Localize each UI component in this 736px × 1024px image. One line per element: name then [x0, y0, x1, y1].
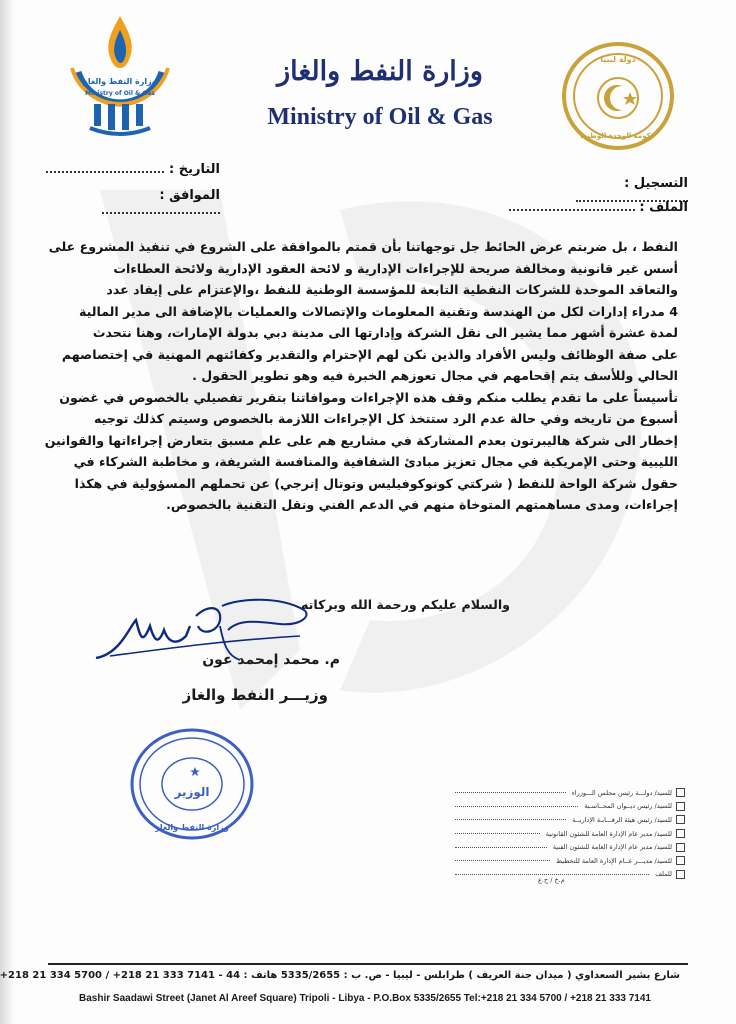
- libya-state-seal: [560, 40, 676, 152]
- dotted-line: [455, 819, 566, 820]
- distribution-label: للسيد/ مدير عام الإدارة العامة للشئون الفنية: [552, 843, 672, 852]
- dotted-line: [455, 860, 550, 861]
- checkbox-icon: [676, 829, 685, 838]
- file-label: الملف :: [639, 200, 688, 215]
- footer-address-ar: شارع بشير السعداوي ( ميدان جنة العريف ) طرابلس - ليبيا - ص. ب : 5335/2655 هاتف : 44 - 7141 333 21 218+ / 5700 334 21 218+: [0, 970, 680, 981]
- stamp-ring-text: وزارة النفط والغاز: [155, 823, 229, 832]
- scan-edge-shadow: [0, 0, 14, 1024]
- letter-body: [44, 236, 678, 516]
- body-line: حقول شركة الواحة للنفط ( شركتي كونوكوفيليس وتوتال إنرجي) عن تحملهم المسؤولية في هكذا: [74, 475, 678, 491]
- registration-label: التسجيل :: [624, 176, 688, 191]
- dotted-line: [455, 833, 540, 834]
- dotted-line: [455, 806, 578, 807]
- dotted-line: [455, 847, 547, 848]
- ministry-logo: [64, 12, 176, 142]
- date-dotted-line: [46, 167, 164, 173]
- logo-text-en: Ministry of Oil & Gas: [85, 90, 155, 97]
- distribution-item: [455, 868, 685, 882]
- distribution-item: [455, 854, 685, 868]
- official-stamp: [128, 726, 256, 842]
- logo-text-ar: وزارة النفط والغاز: [83, 77, 157, 86]
- distribution-item: [455, 827, 685, 841]
- distribution-label: للسيد/ دولـــة رئيس مجلس الـــوزراء: [571, 788, 672, 797]
- body-line: إخطار الى شركة هاليبرتون بعدم المشاركة في مشاريع هم على علم مسبق بتعارض إجراءاتها والقوانين: [44, 432, 678, 448]
- distribution-label: للسيد/ مديـــر عــام الإدارة العامة للتخطيط: [556, 856, 672, 865]
- ministry-title-ar: وزارة النفط والغاز: [277, 56, 483, 87]
- body-line: تأسيساً على ما تقدم يطلب منكم وقف هذه الإجراءات وموافاتنا بتقرير تفصيلي بالخصوص في غضون: [59, 389, 678, 405]
- distribution-list: [455, 786, 685, 881]
- body-line: الليبية وحتى الإمريكية في مجال تعزيز مبادئ الشفافية والمنافسة الشريفة، و مخاطبة الشركاء في: [73, 454, 678, 469]
- file-dotted-line: [509, 205, 635, 211]
- body-line: أسبوع من تاريخه وفي حالة عدم الرد ستتخذ كل الإجراءات اللازمة بالخصوص وسيتم كذلك توجيه: [93, 411, 678, 426]
- checkbox-icon: [676, 870, 685, 879]
- seal-text-top: دولة ليبيا: [600, 55, 636, 64]
- distribution-footnote: م.خ / ح.ع: [538, 876, 565, 884]
- dotted-line: [455, 792, 566, 793]
- checkbox-icon: [676, 843, 685, 852]
- body-line: والتعاقد الموحدة للشركات النفطية التابعة للمؤسسة الوطنية للنفط ،والإعتزام على إيفاد عدد: [106, 282, 678, 297]
- distribution-item: [455, 786, 685, 800]
- distribution-label: للملف: [655, 870, 672, 879]
- stamp-center-text: الوزير: [174, 785, 210, 799]
- distribution-item: [455, 800, 685, 814]
- checkbox-icon: [676, 788, 685, 797]
- signatory-name: م. محمد إمحمد عون: [202, 652, 340, 668]
- body-line: إجراءات، ومدى مساهمتهم المتوخاة منهم في الدعم الفني ونقل التقنية بالخصوص.: [166, 497, 678, 512]
- dotted-line: [455, 874, 649, 875]
- checkbox-icon: [676, 802, 685, 811]
- body-line: لمدة عشرة أشهر مما يشير الى نقل الشركة وإدارتها الى مدينة دبي بدولة الإمارات، وهنا نتحدث: [92, 325, 678, 340]
- corresponding-dotted-line: [102, 208, 220, 214]
- footer-address-en: Bashir Saadawi Street (Janet Al Areef Square) Tripoli - Libya - P.O.Box 5335/2655 Tel:+218 21 334 5700 / +218 21 333 7141: [79, 993, 651, 1004]
- file-field: [508, 200, 688, 215]
- date-field: [40, 162, 220, 177]
- checkbox-icon: [676, 856, 685, 865]
- body-line: 4 مدراء إدارات لكل من الهندسة وتقنية المعلومات والإتصالات والعمليات بالإضافة الى مدير المالية: [78, 303, 678, 319]
- closing-greeting: والسلام عليكم ورحمة الله وبركاته: [301, 597, 510, 612]
- checkbox-icon: [676, 815, 685, 824]
- corresponding-label: الموافق :: [159, 188, 220, 203]
- body-line: أسس غير قانونية ومخالفة صريحة للإجراءات الإدارية و لائحة العقود الإدارية ولائحة العطاءات: [113, 260, 678, 276]
- ministry-title-en: Ministry of Oil & Gas: [267, 104, 493, 130]
- seal-text-bottom: حكومة الوحدة الوطنية: [580, 132, 656, 140]
- distribution-label: للسيد/ مدير عام الإدارة العامة للشئون القانونية: [545, 829, 672, 838]
- body-line: النفط ، بل ضربتم عرض الحائط جل توجهاتنا بأن قمتم بالموافقة على الشروع في تنفيذ المشروع على: [48, 239, 678, 254]
- corresponding-date-field: [40, 188, 220, 218]
- body-line: على صفة الوظائف وليس الأفراد والذين نكن لهم الإحترام والتقدير وكفائتهم المهنية في إختصاصهم: [61, 346, 678, 362]
- distribution-item: [455, 840, 685, 854]
- footer-divider: [48, 963, 688, 965]
- date-label: التاريخ :: [169, 162, 220, 177]
- distribution-label: للسيد/ رئيس ديــوان المحــاسـبة: [584, 802, 672, 811]
- body-line: الحالي وللأسف يتم إقحامهم في مجال تعوزهم الخبرة فيه وهو تطوير الحقول .: [192, 368, 678, 383]
- distribution-item: [455, 813, 685, 827]
- signatory-title: وزيـــر النفط والغاز: [182, 686, 328, 704]
- distribution-label: للسيد/ رئيس هيئة الرقـــابـة الإداريــة: [572, 815, 672, 824]
